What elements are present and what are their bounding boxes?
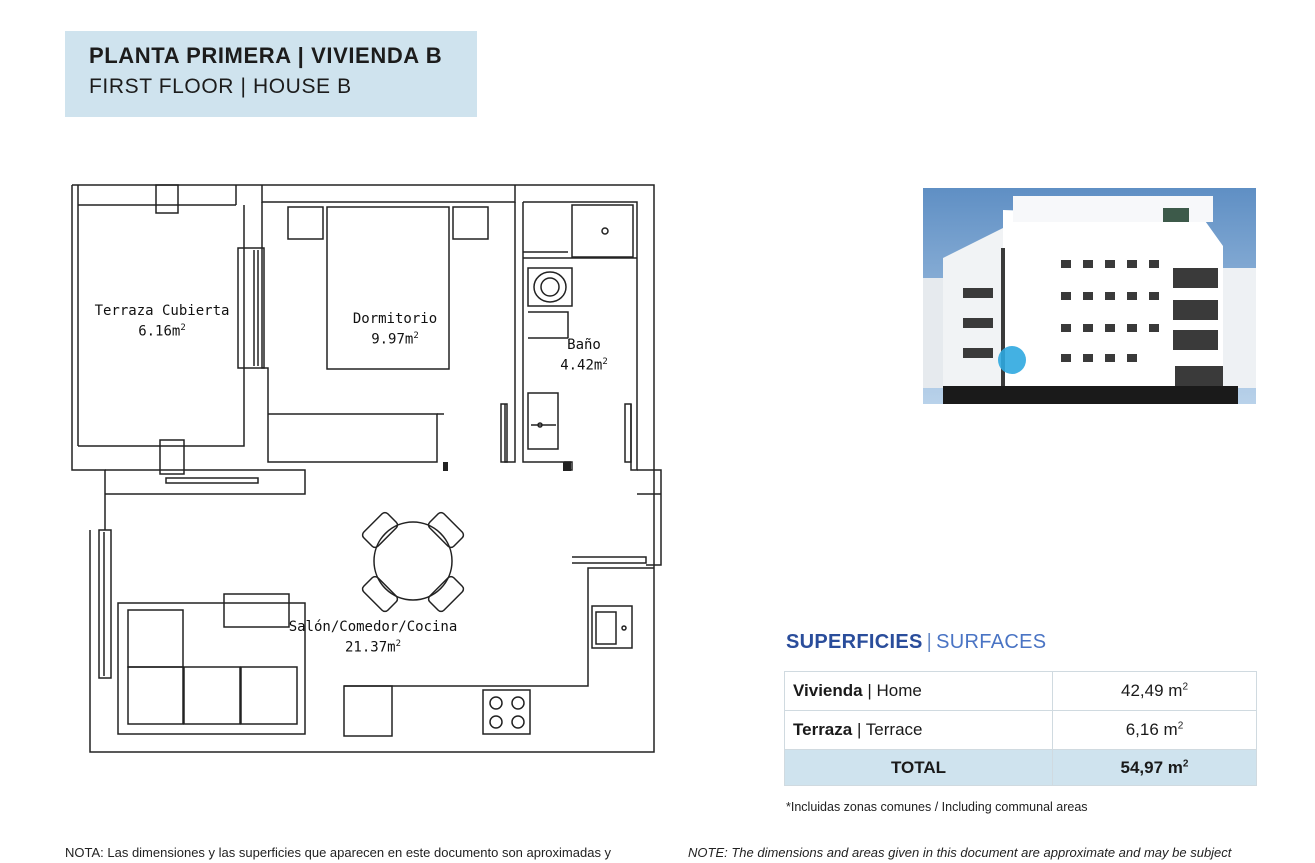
room-label-living — [283, 619, 463, 657]
cabinet — [344, 686, 392, 736]
terrace-outer-wall — [72, 185, 105, 530]
bedroom-name: Dormitorio — [352, 311, 438, 327]
bathroom-sink — [528, 393, 558, 449]
room-label-bedroom — [330, 311, 460, 349]
coffee-table — [224, 594, 289, 627]
title-spanish: PLANTA PRIMERA | VIVIENDA B — [89, 43, 443, 68]
hob — [483, 690, 530, 734]
room-label-terrace — [92, 303, 232, 341]
surfaces-heading: SUPERFICIES | SURFACES — [786, 631, 1047, 653]
location-marker — [998, 346, 1026, 374]
building-render — [923, 188, 1256, 404]
terrace-name: Terraza Cubierta — [94, 303, 230, 319]
bathroom-name: Baño — [567, 337, 601, 353]
row-label: Vivienda | Home — [785, 672, 1053, 711]
sofa — [118, 603, 305, 734]
row-value: 42,49 $m^2$ — [1053, 672, 1257, 711]
total-value: 54,97 $m^2$ — [1053, 750, 1257, 786]
living-area: $21.37m^2$ — [345, 639, 401, 656]
row-value: 6,16 $m^2$ — [1053, 711, 1257, 750]
floor-plan — [0, 0, 700, 790]
row-label: Terraza | Terrace — [785, 711, 1053, 750]
surfaces-footnote: *Incluidas zonas comunes / Including communal areas — [786, 800, 1088, 814]
table-row — [785, 672, 1257, 711]
nightstand-right — [453, 207, 488, 239]
note-spanish: NOTA: Las dimensiones y las superficies que aparecen en este documento son aproximadas y — [65, 845, 612, 860]
table-row — [785, 711, 1257, 750]
nightstand-left — [288, 207, 323, 239]
surfaces-table — [784, 671, 1257, 786]
note-english: NOTE: The dimensions and areas given in this document are approximate and may be subject — [688, 845, 1232, 860]
title-english: FIRST FLOOR | HOUSE B — [89, 75, 352, 98]
total-label: TOTAL — [785, 750, 1053, 786]
terrace-area: $6.16m^2$ — [138, 323, 186, 340]
total-row — [785, 750, 1257, 786]
bathroom-area: $4.42m^2$ — [560, 357, 608, 374]
dining-table — [374, 522, 452, 600]
living-name: Salón/Comedor/Cocina — [288, 619, 458, 635]
bedroom-area: $9.97m^2$ — [371, 331, 419, 348]
room-label-bathroom — [548, 337, 620, 375]
